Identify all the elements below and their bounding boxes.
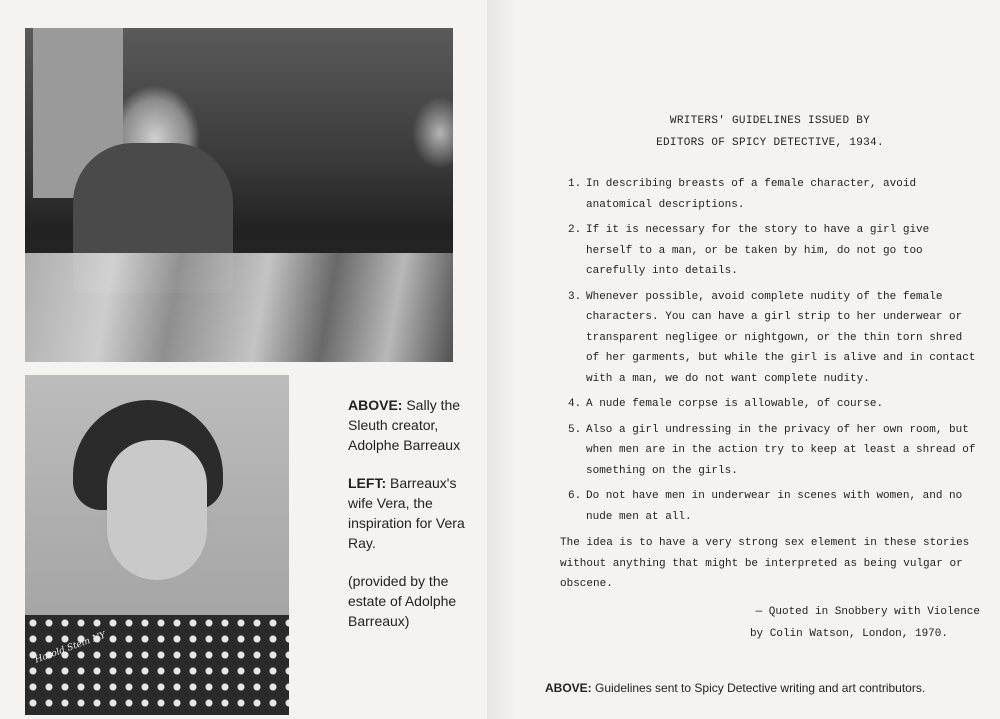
guideline-text: Do not have men in underwear in scenes with women, and no nude men at all.: [586, 490, 963, 523]
guideline-item: [560, 394, 980, 415]
caption-provided: (provided by the estate of Adolphe Barreaux): [348, 573, 457, 629]
bottom-caption: [545, 681, 925, 695]
guideline-number: 6.: [568, 490, 582, 502]
guideline-text: If it is necessary for the story to have a girl give herself to a man, or be taken by him, do not go too carefully into details.: [586, 224, 930, 277]
bottom-caption-text: Guidelines sent to Spicy Detective writing and art contributors.: [591, 681, 926, 695]
page-gutter: [487, 0, 527, 719]
guideline-item: [560, 220, 980, 282]
photo-adolphe-barreaux: [25, 28, 453, 362]
document-attribution: [560, 601, 980, 645]
guideline-number: 3.: [568, 290, 582, 303]
guideline-item: [560, 486, 980, 527]
attribution-line1: — Quoted in Snobbery with Violence: [755, 605, 980, 618]
caption-left-label: LEFT:: [348, 475, 387, 491]
document-closing: The idea is to have a very strong sex element in these stories without anything that might be interpreted as being vulgar or obscene.: [560, 537, 970, 590]
caption-above: [348, 395, 473, 455]
guideline-text: A nude female corpse is allowable, of course.: [586, 398, 884, 410]
caption-above-text: Sally the Sleuth creator, Adolphe Barreaux: [348, 397, 461, 453]
bottom-caption-label: ABOVE:: [545, 681, 592, 695]
photo-desk-papers: [25, 253, 453, 362]
document-title-line1: WRITERS' GUIDELINES ISSUED BY: [669, 115, 871, 127]
guideline-number: 5.: [568, 423, 582, 436]
caption-left: [348, 473, 473, 553]
guidelines-document: [560, 110, 980, 645]
guideline-number: 1.: [568, 178, 582, 190]
document-title: [560, 110, 980, 154]
caption-left-text: Barreaux's wife Vera, the inspiration for Vera Ray.: [348, 475, 465, 551]
photo-vera-barreaux: [25, 375, 289, 715]
guidelines-list: [560, 174, 980, 527]
guideline-number: 4.: [568, 398, 582, 410]
attribution-line2: by Colin Watson, London, 1970.: [749, 627, 948, 640]
caption-above-label: ABOVE:: [348, 397, 403, 413]
photo-captions: [348, 395, 473, 649]
guideline-text: Also a girl undressing in the privacy of her own room, but when men are in the action try to keep at least a shread of something on the girls.: [586, 423, 976, 477]
guideline-number: 2.: [568, 224, 582, 236]
guideline-item: [560, 287, 980, 390]
document-title-line2: EDITORS OF SPICY DETECTIVE, 1934.: [656, 137, 884, 149]
photographer-signature: Harold Stein NY: [33, 630, 108, 666]
guideline-item: [560, 174, 980, 215]
photo-dress: [25, 615, 289, 715]
guideline-text: Whenever possible, avoid complete nudity of the female characters. You can have a girl strip to her underwear or transparent negligee or nightgown, or the thin torn shred of her garments, but while the girl is alive and in contact with a man, we do not want complete nudity.: [586, 290, 976, 385]
guideline-text: In describing breasts of a female character, avoid anatomical descriptions.: [586, 178, 917, 211]
photo-face: [107, 440, 207, 580]
guideline-item: [560, 420, 980, 482]
